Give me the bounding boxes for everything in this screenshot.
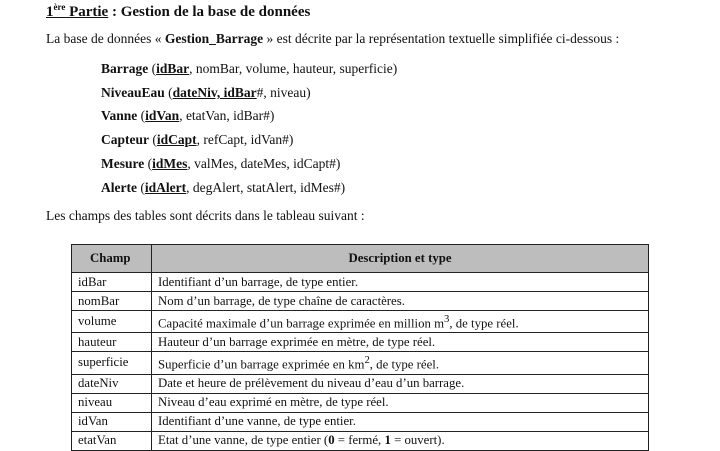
relation-barrage: Barrage (idBar, nomBar, volume, hauteur, superficie)	[101, 61, 398, 76]
table-row	[72, 292, 649, 311]
field-name: dateNiv	[72, 374, 152, 393]
fields-table	[71, 244, 649, 451]
field-description: Identifiant d’un barrage, de type entier.	[152, 273, 649, 292]
field-description: Identifiant d’une vanne, de type entier.	[152, 412, 649, 431]
table-row	[72, 374, 649, 393]
field-description: Hauteur d’un barrage exprimée en mètre, de type réel.	[152, 333, 649, 352]
field-description: Date et heure de prélèvement du niveau d’eau d’un barrage.	[152, 374, 649, 393]
table-header-row	[72, 245, 649, 273]
header-champ: Champ	[72, 245, 152, 273]
field-name: nomBar	[72, 292, 152, 311]
table-row	[72, 333, 649, 352]
relation-niveaueau: NiveauEau (dateNiv, idBar#, niveau)	[101, 84, 311, 100]
field-name: idBar	[72, 273, 152, 292]
relation-capteur: Capteur (idCapt, refCapt, idVan#)	[101, 132, 294, 148]
field-description: Niveau d’eau exprimé en mètre, de type réel.	[152, 393, 649, 412]
field-name: volume	[72, 311, 152, 333]
page-title	[46, 2, 310, 21]
table-row	[72, 311, 649, 333]
part-number: 1ère Partie	[46, 2, 109, 20]
intro-paragraph: La base de données « Gestion_Barrage » est décrite par la représentation textuelle simplifiée ci-dessous :	[46, 31, 620, 46]
part-title: : Gestion de la base de données	[108, 4, 311, 20]
db-name: Gestion_Barrage	[164, 31, 264, 46]
field-name: superficie	[72, 352, 152, 374]
relational-schema	[101, 57, 397, 199]
field-description: Capacité maximale d’un barrage exprimée en million $m^3$, de type réel.	[152, 311, 649, 333]
field-description: Etat d’une vanne, de type entier (0 = fermé, 1 = ouvert).	[152, 431, 649, 450]
table-row	[72, 431, 649, 450]
field-name: etatVan	[72, 431, 152, 450]
table-row	[72, 273, 649, 292]
relation-vanne: Vanne (idVan, etatVan, idBar#)	[101, 108, 275, 124]
header-description: Description et type	[152, 245, 649, 273]
field-name: niveau	[72, 393, 152, 412]
field-name: hauteur	[72, 333, 152, 352]
table-row	[72, 352, 649, 374]
field-name: idVan	[72, 412, 152, 431]
field-description: Nom d’un barrage, de type chaîne de caractères.	[152, 292, 649, 311]
fields-intro: Les champs des tables sont décrits dans le tableau suivant :	[46, 208, 365, 223]
field-description: Superficie d’un barrage exprimée en $km^2$, de type réel.	[152, 352, 649, 374]
table-row	[72, 393, 649, 412]
table-row	[72, 412, 649, 431]
relation-alerte: Alerte (idAlert, degAlert, statAlert, idMes#)	[101, 179, 346, 195]
relation-mesure: Mesure (idMes, valMes, dateMes, idCapt#)	[101, 155, 341, 171]
